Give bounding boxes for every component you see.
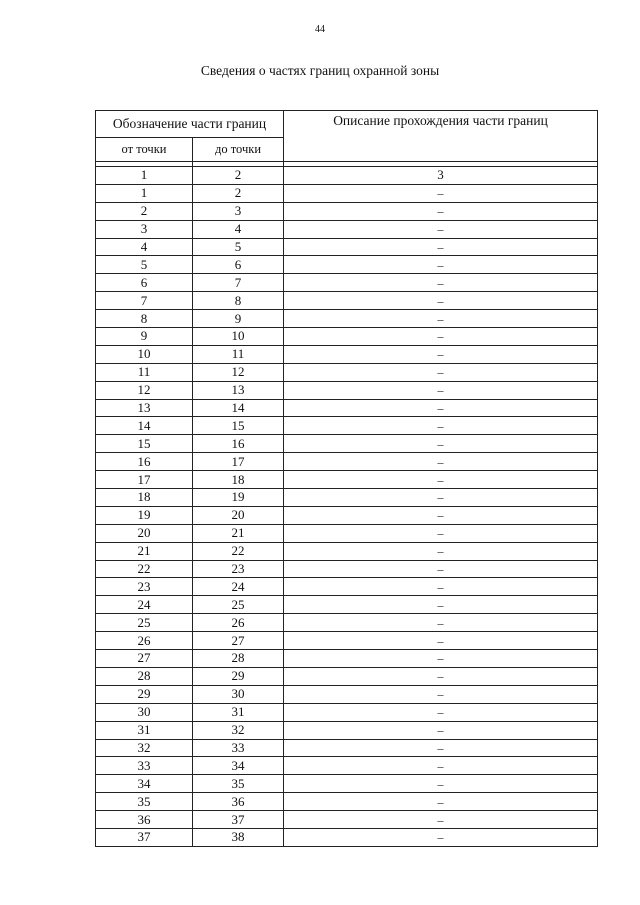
cell-description: – [284, 256, 598, 274]
table-row [96, 489, 598, 507]
cell-description: – [284, 811, 598, 829]
cell-to-point: 9 [193, 310, 284, 328]
cell-from-point: 27 [96, 650, 193, 668]
cell-to-point: 15 [193, 417, 284, 435]
cell-to-point: 21 [193, 524, 284, 542]
cell-from-point: 36 [96, 811, 193, 829]
table-row [96, 184, 598, 202]
cell-to-point: 3 [193, 202, 284, 220]
table-row [96, 650, 598, 668]
cell-to-point: 4 [193, 220, 284, 238]
cell-to-point: 2 [193, 184, 284, 202]
table-row [96, 721, 598, 739]
table-row [96, 506, 598, 524]
cell-description: – [284, 274, 598, 292]
cell-to-point: 8 [193, 292, 284, 310]
cell-from-point: 17 [96, 471, 193, 489]
cell-from-point: 2 [96, 202, 193, 220]
cell-description: – [284, 560, 598, 578]
cell-to-point: 22 [193, 542, 284, 560]
cell-to-point: 35 [193, 775, 284, 793]
cell-description: – [284, 721, 598, 739]
table-row [96, 328, 598, 346]
cell-description: – [284, 775, 598, 793]
column-number-3: 3 [284, 167, 598, 185]
cell-description: – [284, 739, 598, 757]
cell-description: – [284, 632, 598, 650]
cell-description: – [284, 793, 598, 811]
cell-to-point: 36 [193, 793, 284, 811]
header-boundary-description: Описание прохождения части границ [284, 111, 598, 162]
column-numbering-row [96, 167, 598, 185]
table-row [96, 596, 598, 614]
cell-from-point: 26 [96, 632, 193, 650]
cell-description: – [284, 345, 598, 363]
cell-description: – [284, 381, 598, 399]
cell-description: – [284, 399, 598, 417]
cell-to-point: 5 [193, 238, 284, 256]
cell-to-point: 13 [193, 381, 284, 399]
document-title: Сведения о частях границ охранной зоны [200, 63, 440, 78]
cell-to-point: 28 [193, 650, 284, 668]
cell-description: – [284, 489, 598, 507]
cell-to-point: 29 [193, 667, 284, 685]
cell-from-point: 12 [96, 381, 193, 399]
table-row [96, 435, 598, 453]
table-row [96, 471, 598, 489]
table-row [96, 542, 598, 560]
cell-from-point: 25 [96, 614, 193, 632]
page-number: 44 [315, 24, 325, 35]
table-row [96, 292, 598, 310]
table-row [96, 775, 598, 793]
cell-description: – [284, 328, 598, 346]
cell-to-point: 24 [193, 578, 284, 596]
cell-description: – [284, 310, 598, 328]
cell-to-point: 10 [193, 328, 284, 346]
table-row [96, 811, 598, 829]
table-row [96, 632, 598, 650]
table-row [96, 739, 598, 757]
cell-to-point: 18 [193, 471, 284, 489]
cell-description: – [284, 685, 598, 703]
header-to-point: до точки [193, 138, 284, 162]
cell-description: – [284, 828, 598, 846]
cell-to-point: 33 [193, 739, 284, 757]
cell-from-point: 9 [96, 328, 193, 346]
cell-description: – [284, 363, 598, 381]
cell-from-point: 3 [96, 220, 193, 238]
boundary-parts-table [95, 110, 598, 847]
cell-description: – [284, 596, 598, 614]
cell-to-point: 6 [193, 256, 284, 274]
table-row [96, 310, 598, 328]
cell-from-point: 1 [96, 184, 193, 202]
cell-to-point: 20 [193, 506, 284, 524]
cell-to-point: 38 [193, 828, 284, 846]
cell-to-point: 23 [193, 560, 284, 578]
cell-to-point: 37 [193, 811, 284, 829]
cell-from-point: 14 [96, 417, 193, 435]
cell-from-point: 6 [96, 274, 193, 292]
cell-from-point: 34 [96, 775, 193, 793]
header-boundary-designation: Обозначение части границ [96, 111, 284, 138]
cell-from-point: 7 [96, 292, 193, 310]
cell-description: – [284, 184, 598, 202]
cell-description: – [284, 703, 598, 721]
cell-from-point: 29 [96, 685, 193, 703]
cell-description: – [284, 453, 598, 471]
cell-description: – [284, 578, 598, 596]
cell-from-point: 33 [96, 757, 193, 775]
cell-from-point: 15 [96, 435, 193, 453]
table-row [96, 381, 598, 399]
cell-to-point: 26 [193, 614, 284, 632]
cell-from-point: 16 [96, 453, 193, 471]
cell-description: – [284, 757, 598, 775]
cell-description: – [284, 238, 598, 256]
cell-description: – [284, 614, 598, 632]
cell-to-point: 14 [193, 399, 284, 417]
cell-description: – [284, 292, 598, 310]
cell-to-point: 25 [193, 596, 284, 614]
table-row [96, 345, 598, 363]
cell-from-point: 32 [96, 739, 193, 757]
cell-from-point: 30 [96, 703, 193, 721]
column-number-2: 2 [193, 167, 284, 185]
cell-description: – [284, 417, 598, 435]
cell-description: – [284, 542, 598, 560]
table-row [96, 238, 598, 256]
table-row [96, 578, 598, 596]
cell-to-point: 12 [193, 363, 284, 381]
cell-to-point: 17 [193, 453, 284, 471]
cell-description: – [284, 524, 598, 542]
table-row [96, 220, 598, 238]
table-row [96, 703, 598, 721]
cell-to-point: 7 [193, 274, 284, 292]
table-row [96, 793, 598, 811]
table-row [96, 614, 598, 632]
table-row [96, 202, 598, 220]
header-from-point: от точки [96, 138, 193, 162]
table-row [96, 256, 598, 274]
cell-from-point: 13 [96, 399, 193, 417]
cell-from-point: 35 [96, 793, 193, 811]
table-row [96, 524, 598, 542]
cell-description: – [284, 435, 598, 453]
cell-from-point: 5 [96, 256, 193, 274]
cell-description: – [284, 220, 598, 238]
cell-from-point: 10 [96, 345, 193, 363]
cell-from-point: 23 [96, 578, 193, 596]
table-body [96, 167, 598, 847]
cell-to-point: 30 [193, 685, 284, 703]
cell-description: – [284, 202, 598, 220]
cell-to-point: 34 [193, 757, 284, 775]
table-row [96, 667, 598, 685]
cell-from-point: 19 [96, 506, 193, 524]
cell-from-point: 4 [96, 238, 193, 256]
cell-to-point: 27 [193, 632, 284, 650]
cell-from-point: 28 [96, 667, 193, 685]
cell-description: – [284, 667, 598, 685]
cell-from-point: 22 [96, 560, 193, 578]
table-row [96, 417, 598, 435]
cell-from-point: 18 [96, 489, 193, 507]
table-row [96, 828, 598, 846]
cell-from-point: 20 [96, 524, 193, 542]
table-row [96, 757, 598, 775]
table-row [96, 399, 598, 417]
cell-to-point: 11 [193, 345, 284, 363]
table-row [96, 453, 598, 471]
table-row [96, 560, 598, 578]
cell-from-point: 11 [96, 363, 193, 381]
cell-from-point: 8 [96, 310, 193, 328]
cell-description: – [284, 471, 598, 489]
table-row [96, 274, 598, 292]
cell-from-point: 24 [96, 596, 193, 614]
cell-description: – [284, 650, 598, 668]
column-number-1: 1 [96, 167, 193, 185]
cell-to-point: 31 [193, 703, 284, 721]
cell-from-point: 37 [96, 828, 193, 846]
table-row [96, 363, 598, 381]
cell-from-point: 21 [96, 542, 193, 560]
cell-to-point: 19 [193, 489, 284, 507]
cell-to-point: 16 [193, 435, 284, 453]
cell-to-point: 32 [193, 721, 284, 739]
cell-description: – [284, 506, 598, 524]
cell-from-point: 31 [96, 721, 193, 739]
table-row [96, 685, 598, 703]
